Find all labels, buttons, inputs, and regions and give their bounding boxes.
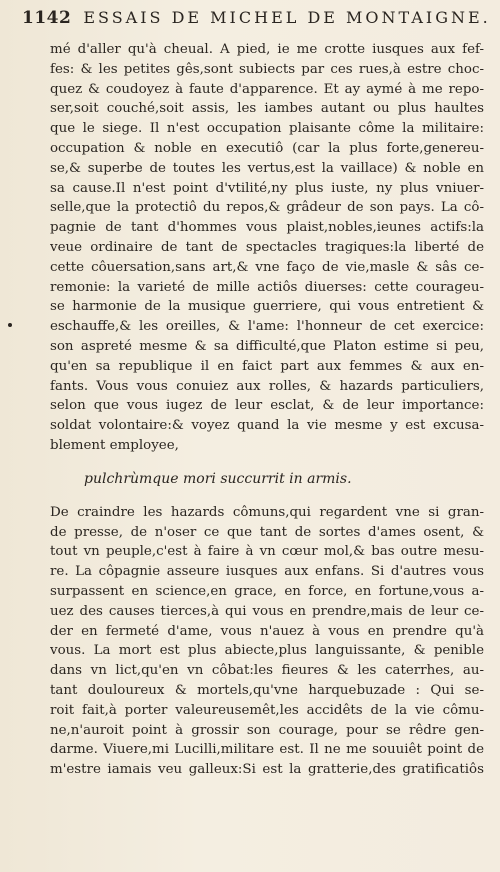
text-line: eschauffe,& les oreilles, & l'ame: l'honneur de cet exercice: (50, 319, 484, 335)
text-line: pagnie de tant d'hommes vous plaist,nobles,ieunes actifs:la (50, 220, 484, 236)
page-header (22, 8, 490, 30)
text-line: ne,n'auroit point à grossir son courage, pour se rêdre gen- (50, 722, 484, 738)
page-number: 1142 (22, 8, 72, 28)
text-line: tant douloureux & mortels,qu'vne harquebuzade : Qui se- (50, 682, 484, 698)
text-line: quez & coudoyez à faute d'apparence. Et ay aymé à me repo- (50, 81, 484, 97)
text-line: tout vn peuple,c'est à faire à vn cœur mol,& bas outre mesu- (50, 544, 484, 560)
paragraph-2 (50, 503, 484, 780)
text-line: selle,que la protectiô du repos,& grâdeur de son pays. La cô- (50, 200, 484, 216)
text-line: blement employee, (50, 437, 179, 453)
text-line: occupation & noble en executiô (car la plus forte,genereu- (50, 140, 484, 156)
margin-mark (8, 323, 12, 327)
text-line: se,& superbe de toutes les vertus,est la vaillace) & noble en (50, 160, 484, 176)
latin-quotation: pulchrùmque mori succurrit in armis. (84, 470, 352, 487)
text-line: son aspreté mesme & sa difficulté,que Platon estime si peu, (50, 338, 484, 354)
text-line: remonie: la varieté de mille actiôs diuerses: cette courageu- (50, 279, 484, 295)
text-line: roit fait,à porter valeureusemêt,les accidêts de la vie cômu- (50, 702, 484, 718)
text-line: fes: & les petites gês,sont subiects par ces rues,à estre choc- (50, 61, 484, 77)
text-line: selon que vous iugez de leur esclat, & de leur importance: (50, 398, 484, 414)
text-line: qu'en sa republique il en faict part aux femmes & aux en- (50, 358, 484, 374)
text-line: vous. La mort est plus abiecte,plus languissante, & penible (50, 643, 484, 659)
text-line: soldat volontaire:& voyez quand la vie mesme y est excusa- (50, 418, 484, 434)
text-line: se harmonie de la musique guerriere, qui vous entretient & (50, 299, 484, 315)
text-line: De craindre les hazards cômuns,qui regardent vne si gran- (50, 504, 484, 520)
text-line: que le siege. Il n'est occupation plaisante côme la militaire: (50, 121, 484, 137)
text-line: surpassent en science,en grace, en force, en fortune,vous a- (50, 583, 484, 599)
paragraph-1 (50, 40, 484, 456)
text-line: re. La côpagnie asseure iusques aux enfans. Si d'autres vous (50, 564, 484, 580)
text-line: uez des causes tierces,à qui vous en prendre,mais de leur ce- (50, 603, 484, 619)
text-line: dans vn lict,qu'en vn côbat:les fieures & les caterrhes, au- (50, 663, 484, 679)
running-title: ESSAIS DE MICHEL DE MONTAIGNE. (83, 8, 491, 27)
text-line: cette côuersation,sans art,& vne faço de vie,masle & sâs ce- (50, 259, 484, 275)
text-line: veue ordinaire de tant de spectacles tragiques:la liberté de (50, 239, 484, 255)
text-line: ser,soit couché,soit assis, les iambes autant ou plus haultes (50, 101, 484, 117)
text-line: darme. Viuere,mi Lucilli,militare est. Il ne me souuiêt point de (50, 742, 484, 758)
text-line: mé d'aller qu'à cheual. A pied, ie me crotte iusques aux fef- (50, 42, 484, 57)
text-line: sa cause.Il n'est point d'vtilité,ny plus iuste, ny plus vniuer- (50, 180, 484, 196)
text-line: fants. Vous vous conuiez aux rolles, & hazards particuliers, (50, 378, 484, 394)
text-body (50, 40, 484, 780)
text-line: de presse, de n'oser ce que tant de sortes d'ames osent, & (50, 524, 484, 540)
text-line: der en fermeté d'ame, vous n'auez à vous en prendre qu'à (50, 623, 484, 639)
text-line: m'estre iamais veu galleux:Si est la gratterie,des gratificatiôs (50, 762, 484, 778)
